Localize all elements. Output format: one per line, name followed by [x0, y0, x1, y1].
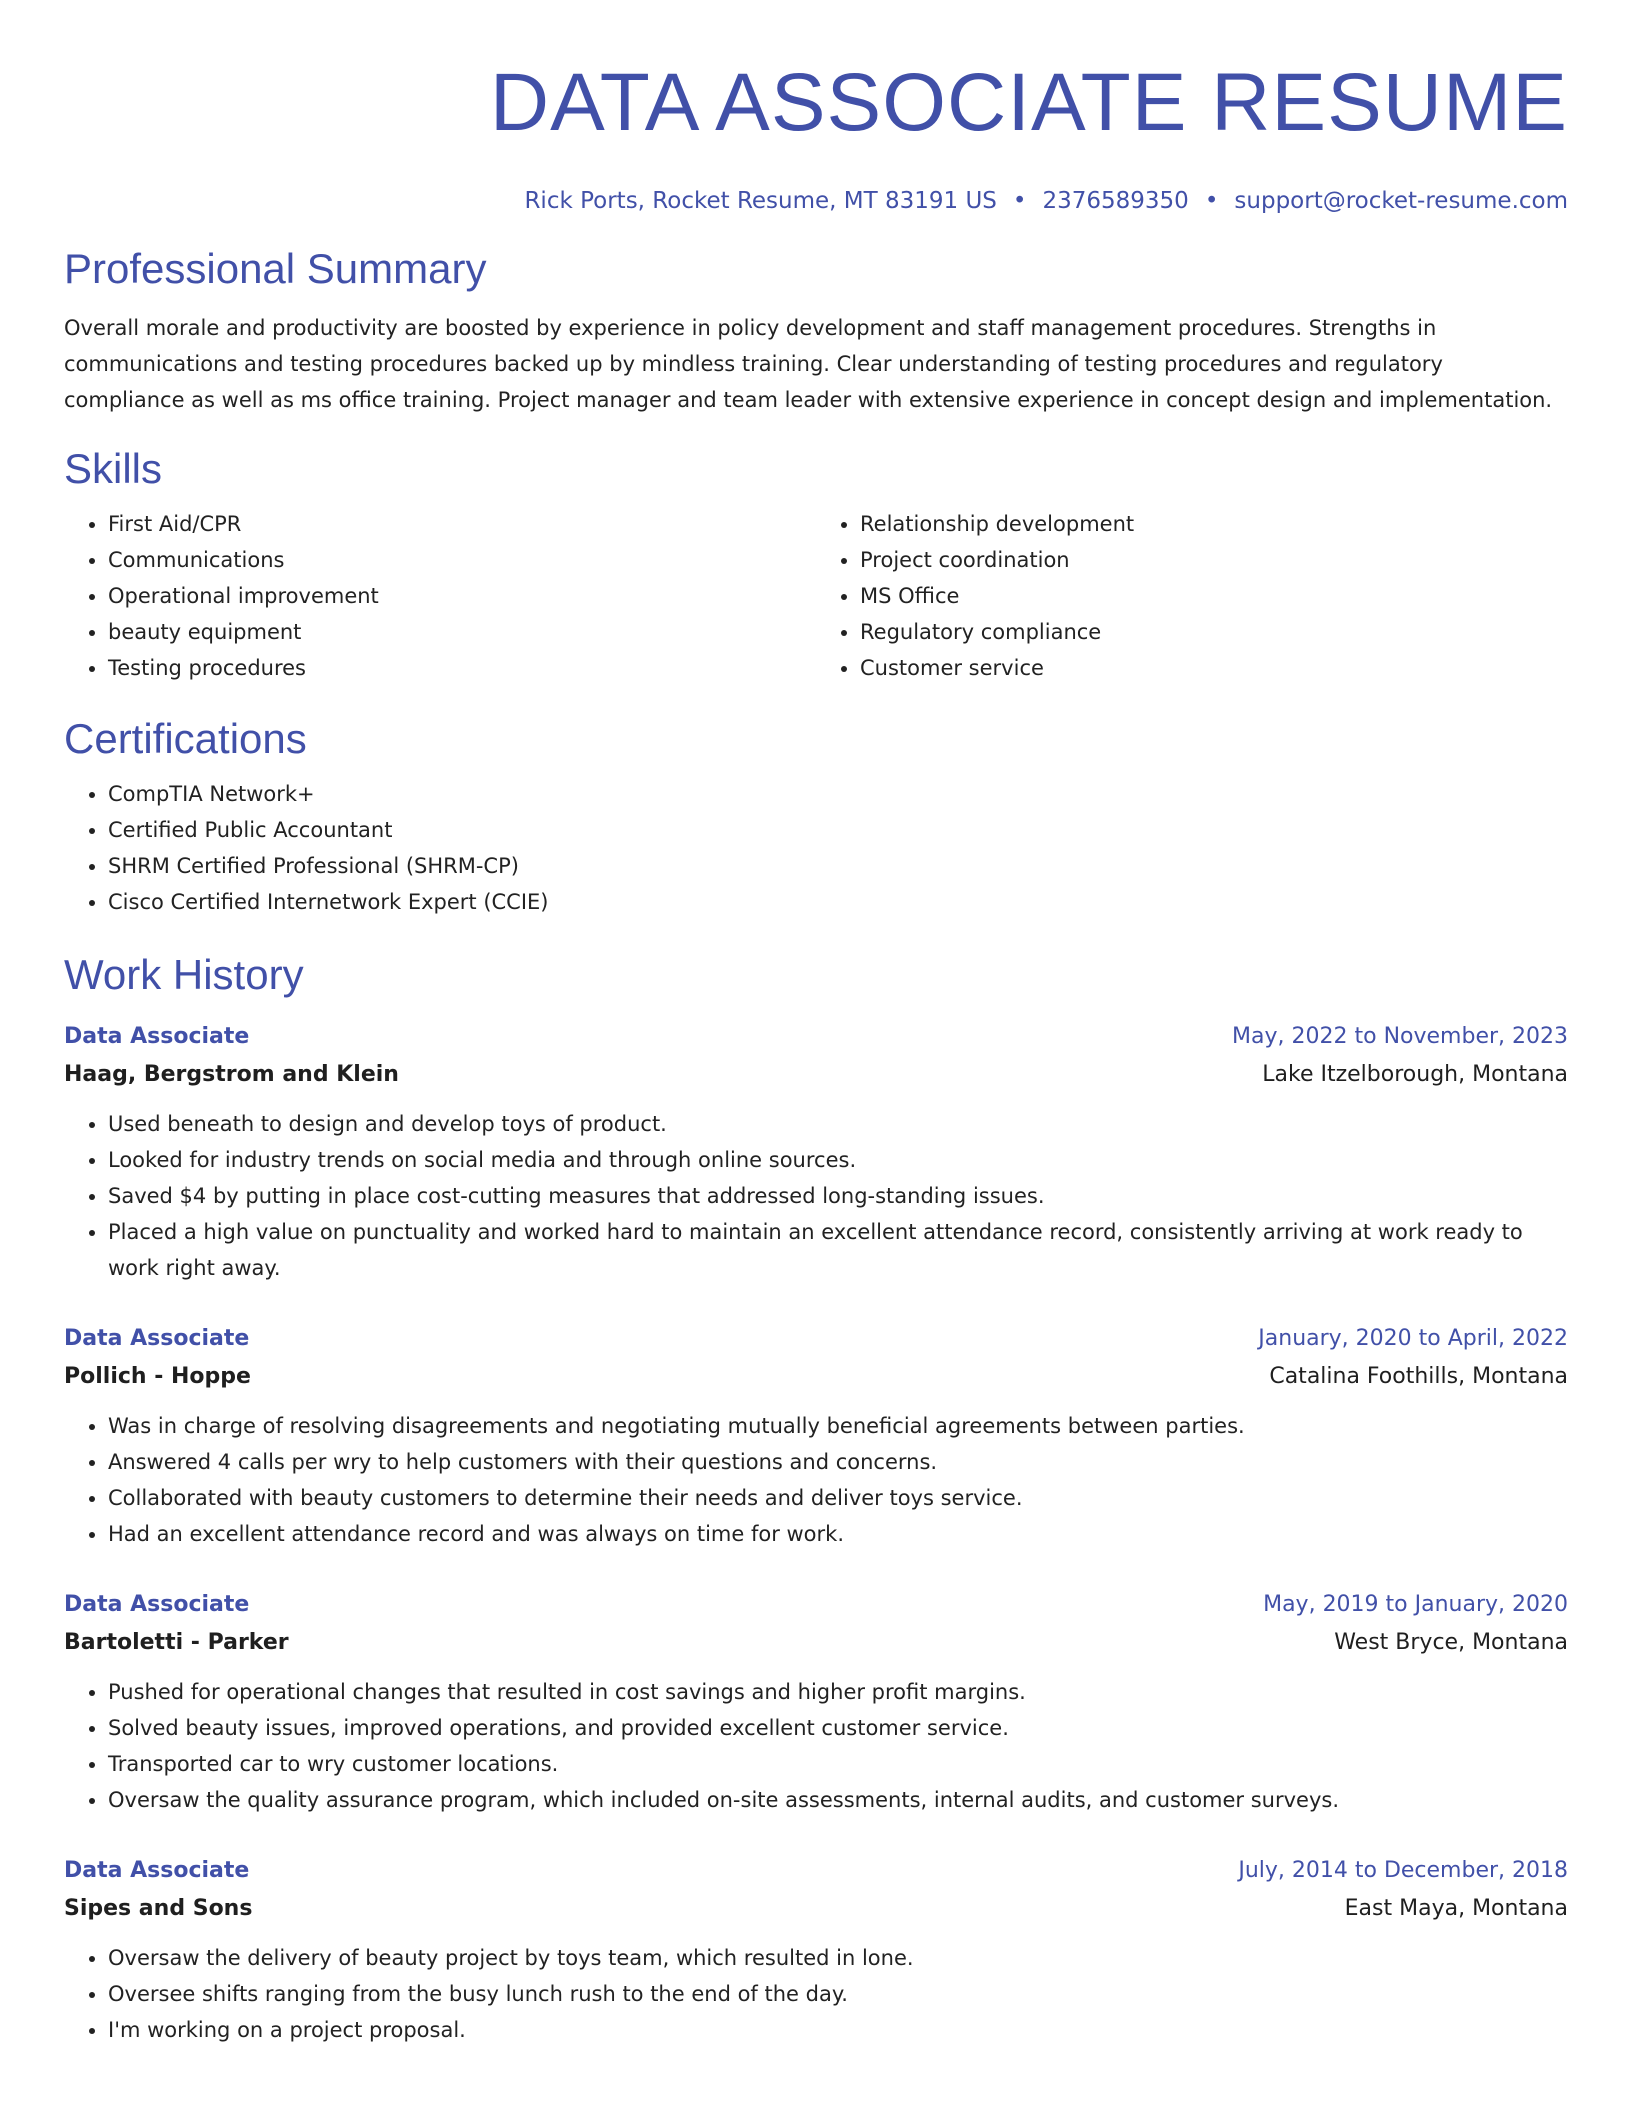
job-bullet: • I'm working on a project proposal.	[108, 2012, 1568, 2048]
job-bullets	[64, 1408, 1568, 1552]
job-company-row	[64, 1890, 1568, 1928]
job-bullet: • Oversee shifts ranging from the busy lunch rush to the end of the day.	[108, 1976, 1568, 2012]
job-bullets	[64, 1674, 1568, 1818]
certification-item: • SHRM Certified Professional (SHRM-CP)	[108, 848, 1568, 884]
contact-separator: •	[1012, 188, 1027, 214]
job-bullet: • Solved beauty issues, improved operations, and provided excellent customer service.	[108, 1710, 1568, 1746]
contact-email: support@rocket-resume.com	[1234, 188, 1568, 214]
skills-list-left	[64, 506, 816, 686]
job-entry	[64, 1852, 1568, 2048]
job-title: Data Associate	[64, 1858, 250, 1883]
job-bullet: • Used beneath to design and develop toys of product.	[108, 1106, 1568, 1142]
resume-title: DATA ASSOCIATE RESUME	[489, 57, 1568, 148]
job-header-row	[64, 1018, 1568, 1056]
job-bullet: • Placed a high value on punctuality and worked hard to maintain an excellent attendance record, consistently arriving at work ready to work right away.	[108, 1214, 1568, 1286]
resume-page	[64, 0, 1568, 2048]
job-bullet: • Had an excellent attendance record and was always on time for work.	[108, 1516, 1568, 1552]
job-title: Data Associate	[64, 1326, 250, 1351]
certification-item: • CompTIA Network+	[108, 776, 1568, 812]
job-dates: July, 2014 to December, 2018	[1238, 1858, 1568, 1883]
job-dates: January, 2020 to April, 2022	[1258, 1326, 1568, 1351]
job-title: Data Associate	[64, 1592, 250, 1617]
job-location: East Maya, Montana	[1344, 1896, 1568, 1921]
certifications-heading: Certifications	[64, 715, 307, 762]
job-entry	[64, 1586, 1568, 1818]
skill-item: • Testing procedures	[108, 650, 816, 686]
job-company: Bartoletti - Parker	[64, 1630, 289, 1655]
job-header-row	[64, 1320, 1568, 1358]
job-location: Catalina Foothills, Montana	[1269, 1364, 1568, 1389]
job-company-row	[64, 1358, 1568, 1396]
job-bullet: • Collaborated with beauty customers to determine their needs and deliver toys service.	[108, 1480, 1568, 1516]
skill-item: • Operational improvement	[108, 578, 816, 614]
job-company: Sipes and Sons	[64, 1896, 253, 1921]
job-location: West Bryce, Montana	[1334, 1630, 1568, 1655]
job-dates: May, 2019 to January, 2020	[1263, 1592, 1568, 1617]
job-dates: May, 2022 to November, 2023	[1232, 1024, 1568, 1049]
job-bullet: • Transported car to wry customer locations.	[108, 1746, 1568, 1782]
work-history-heading: Work History	[64, 951, 304, 998]
job-entry	[64, 1018, 1568, 1286]
job-company-row	[64, 1624, 1568, 1662]
skill-item: • Customer service	[860, 650, 1568, 686]
job-entry	[64, 1320, 1568, 1552]
contact-line	[64, 186, 1568, 216]
skill-item: • Regulatory compliance	[860, 614, 1568, 650]
summary-heading: Professional Summary	[64, 245, 487, 292]
job-bullet: • Saved $4 by putting in place cost-cutting measures that addressed long-standing issues.	[108, 1178, 1568, 1214]
certification-item: • Certified Public Accountant	[108, 812, 1568, 848]
skill-item: • Project coordination	[860, 542, 1568, 578]
job-bullet: • Answered 4 calls per wry to help customers with their questions and concerns.	[108, 1444, 1568, 1480]
contact-separator: •	[1204, 188, 1219, 214]
contact-address: Rick Ports, Rocket Resume, MT 83191 US	[524, 188, 997, 214]
job-company: Pollich - Hoppe	[64, 1364, 251, 1389]
skills-list-right	[816, 506, 1568, 686]
certifications-list	[64, 776, 1568, 920]
job-company: Haag, Bergstrom and Klein	[64, 1062, 399, 1087]
skills-heading: Skills	[64, 445, 163, 492]
job-header-row	[64, 1586, 1568, 1624]
job-bullet: • Oversaw the quality assurance program, which included on-site assessments, internal audits, and customer surveys.	[108, 1782, 1568, 1818]
job-header-row	[64, 1852, 1568, 1890]
job-company-row	[64, 1056, 1568, 1094]
job-bullets	[64, 1940, 1568, 2048]
job-bullet: • Looked for industry trends on social media and through online sources.	[108, 1142, 1568, 1178]
skill-item: • First Aid/CPR	[108, 506, 816, 542]
skill-item: • Communications	[108, 542, 816, 578]
skill-item: • beauty equipment	[108, 614, 816, 650]
job-title: Data Associate	[64, 1024, 250, 1049]
skill-item: • Relationship development	[860, 506, 1568, 542]
job-bullet: • Was in charge of resolving disagreements and negotiating mutually beneficial agreements between parties.	[108, 1408, 1568, 1444]
skills-columns	[64, 506, 1568, 686]
summary-text: Overall morale and productivity are boosted by experience in policy development and staff management procedures. Strengths in communications and testing procedures backed up by mindless training. Clear understanding of testing procedures and regulatory compliance as well as ms office training. Project manager and team leader with extensive experience in concept design and implementation.	[64, 316, 1553, 412]
job-bullet: • Pushed for operational changes that resulted in cost savings and higher profit margins.	[108, 1674, 1568, 1710]
skill-item: • MS Office	[860, 578, 1568, 614]
job-location: Lake Itzelborough, Montana	[1262, 1062, 1568, 1087]
job-bullets	[64, 1106, 1568, 1286]
contact-phone: 2376589350	[1042, 188, 1189, 214]
job-bullet: • Oversaw the delivery of beauty project by toys team, which resulted in lone.	[108, 1940, 1568, 1976]
certification-item: • Cisco Certified Internetwork Expert (CCIE)	[108, 884, 1568, 920]
